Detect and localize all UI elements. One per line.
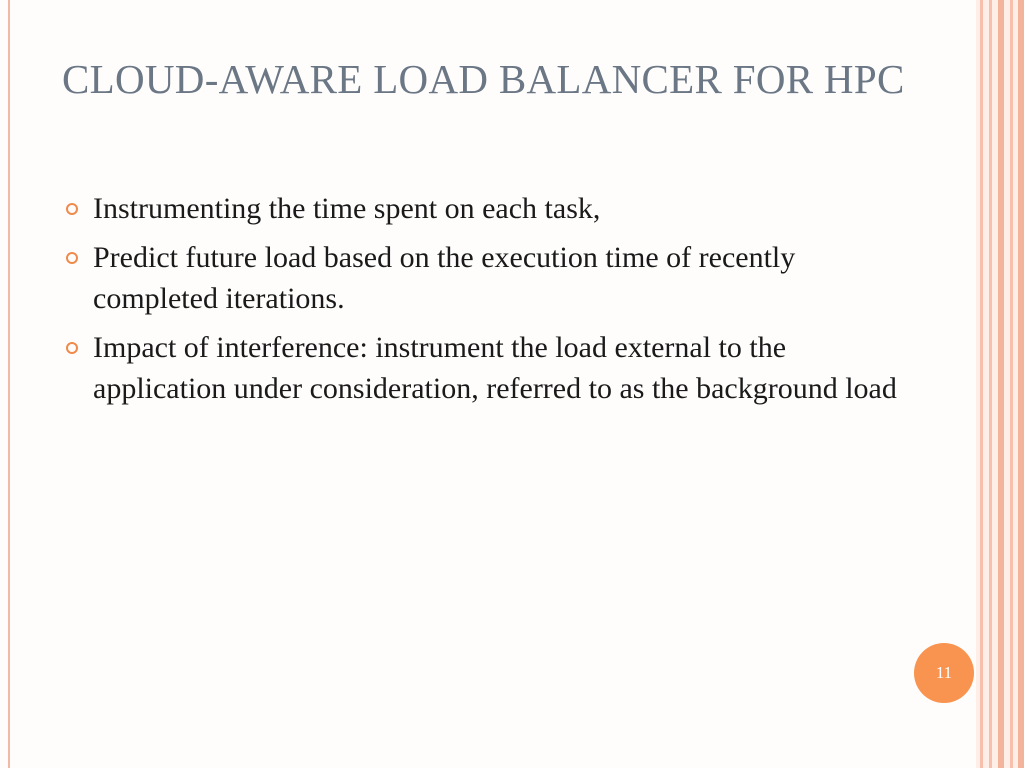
- page-number: 11: [935, 663, 953, 682]
- bullet-circle-icon: [66, 203, 78, 215]
- left-border-line: [8, 0, 10, 768]
- bullet-circle-icon: [66, 342, 78, 354]
- decorative-stripe: [1018, 0, 1024, 768]
- bullet-item: [62, 188, 922, 229]
- bullet-text: Instrumenting the time spent on each task,: [93, 192, 601, 225]
- page-number-badge: [914, 643, 974, 703]
- bullet-item: [62, 327, 922, 409]
- decorative-stripe: [998, 0, 1004, 768]
- bullet-circle-icon: [66, 252, 78, 264]
- slide-title: CLOUD-AWARE LOAD BALANCER FOR HPC: [62, 56, 905, 102]
- bullet-text: Predict future load based on the execution time of recently completed iterations.: [93, 241, 796, 315]
- decorative-stripe: [980, 0, 983, 768]
- bullet-item: [62, 237, 922, 319]
- decorative-stripe: [1010, 0, 1013, 768]
- decorative-stripe: [989, 0, 992, 768]
- bullet-text: Impact of interference: instrument the load external to the application under consideration, referred to as the background load: [93, 331, 897, 405]
- bullet-list: [62, 188, 922, 417]
